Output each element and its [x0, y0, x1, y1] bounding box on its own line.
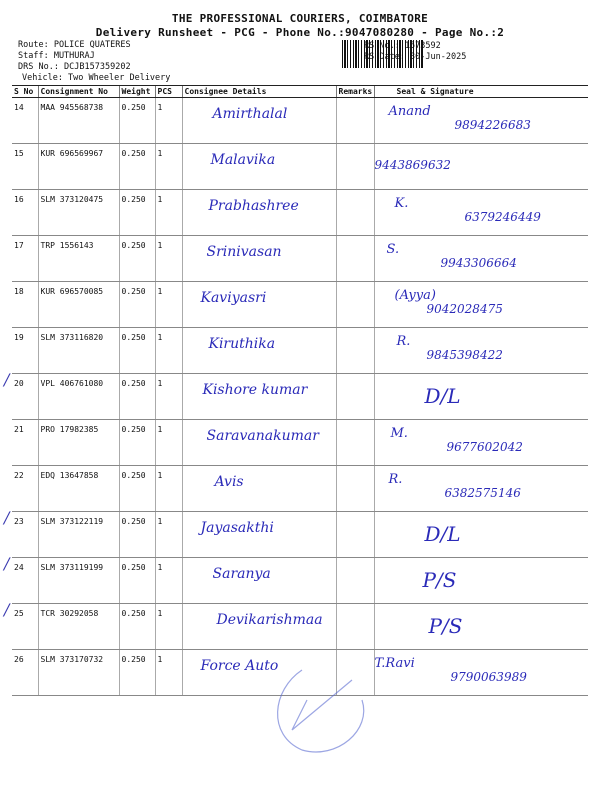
row-weight — [119, 420, 155, 466]
rs-date: RS Date: 30-Jun-2025 — [364, 52, 467, 62]
row-pcs-text: 1 — [157, 195, 163, 204]
table-row — [12, 466, 588, 512]
row-sno-text: 21 — [14, 425, 24, 434]
col-consignee: Consignee Details — [182, 86, 336, 98]
row-sno-text: 22 — [14, 471, 24, 480]
row-sno-text: 20 — [14, 379, 24, 388]
row-weight-text: 0.250 — [121, 333, 146, 342]
consignee-handwriting: Prabhashree — [208, 198, 299, 214]
row-consignment-no — [38, 558, 119, 604]
signature-handwriting: M. — [390, 426, 408, 441]
strike-mark-icon: ∕ — [4, 600, 10, 619]
row-signature — [374, 282, 588, 328]
row-consignee — [182, 604, 336, 650]
row-weight — [119, 144, 155, 190]
consignee-handwriting: Saranya — [212, 566, 271, 582]
row-consignment-no-text: MAA 945568738 — [40, 103, 104, 112]
row-consignment-no-text: KUR 696569967 — [40, 149, 104, 158]
consignee-handwriting: Jayasakthi — [200, 520, 274, 536]
row-consignment-no — [38, 374, 119, 420]
consignee-handwriting: Avis — [214, 474, 244, 490]
row-consignment-no-text: TCR 30292058 — [40, 609, 99, 618]
row-sno — [12, 144, 38, 190]
col-pcs: PCS — [155, 86, 182, 98]
company-title: THE PROFESSIONAL COURIERS, COIMBATORE — [171, 12, 429, 25]
row-remarks — [336, 512, 374, 558]
row-pcs-text: 1 — [157, 241, 163, 250]
row-pcs-text: 1 — [157, 103, 163, 112]
row-consignee — [182, 282, 336, 328]
row-consignee — [182, 374, 336, 420]
row-consignee — [182, 420, 336, 466]
consignee-handwriting: Devikarishmaa — [216, 612, 323, 628]
row-signature — [374, 604, 588, 650]
row-pcs — [155, 236, 182, 282]
row-remarks — [336, 282, 374, 328]
consignee-handwriting: Amirthalal — [212, 106, 288, 122]
row-consignee — [182, 328, 336, 374]
table-row — [12, 236, 588, 282]
row-signature — [374, 144, 588, 190]
table-row — [12, 604, 588, 650]
row-weight-text: 0.250 — [121, 609, 146, 618]
row-signature — [374, 236, 588, 282]
row-consignee — [182, 98, 336, 144]
row-consignment-no-text: SLM 373116820 — [40, 333, 104, 342]
row-sno — [4, 600, 38, 650]
phone-handwriting: 9790063989 — [450, 670, 527, 684]
consignee-handwriting: Kaviyasri — [200, 290, 267, 306]
row-signature — [374, 328, 588, 374]
row-sno — [12, 190, 38, 236]
row-weight — [119, 328, 155, 374]
row-sno-text: 17 — [14, 241, 24, 250]
row-sno-text: 26 — [14, 655, 24, 664]
col-sno: S No — [12, 86, 38, 98]
row-pcs — [155, 374, 182, 420]
row-sno-text: 23 — [14, 517, 24, 526]
row-consignment-no — [38, 420, 119, 466]
row-pcs — [155, 650, 182, 696]
row-consignee — [182, 236, 336, 282]
phone-handwriting: 9443869632 — [374, 158, 451, 172]
row-pcs-text: 1 — [157, 609, 163, 618]
row-pcs-text: 1 — [157, 471, 163, 480]
row-signature — [374, 190, 588, 236]
signature-scribble — [262, 660, 382, 760]
row-weight-text: 0.250 — [121, 471, 146, 480]
row-pcs-text: 1 — [157, 425, 163, 434]
row-signature — [374, 98, 588, 144]
phone-handwriting: 9845398422 — [426, 348, 503, 362]
table-row — [12, 328, 588, 374]
row-signature — [374, 466, 588, 512]
row-weight-text: 0.250 — [121, 195, 146, 204]
col-weight: Weight — [119, 86, 155, 98]
row-weight — [119, 604, 155, 650]
row-remarks — [336, 374, 374, 420]
phone-handwriting: 6379246449 — [464, 210, 541, 224]
runsheet-table — [4, 85, 588, 696]
row-consignment-no — [38, 282, 119, 328]
row-weight — [119, 558, 155, 604]
row-signature — [374, 512, 588, 558]
row-consignment-no — [38, 466, 119, 512]
row-pcs-text: 1 — [157, 517, 163, 526]
row-consignee — [182, 466, 336, 512]
row-sno-text: 14 — [14, 103, 24, 112]
col-consignment: Consignment No — [38, 86, 119, 98]
row-pcs-text: 1 — [157, 655, 163, 664]
row-pcs-text: 1 — [157, 287, 163, 296]
row-sno — [4, 508, 38, 558]
col-remarks: Remarks — [336, 86, 374, 98]
signature-handwriting: R. — [388, 472, 403, 487]
phone-handwriting: 9042028475 — [426, 302, 503, 316]
row-consignment-no-text: SLM 373119199 — [40, 563, 104, 572]
row-consignment-no — [38, 190, 119, 236]
row-remarks — [336, 466, 374, 512]
row-consignment-no-text: EDQ 13647858 — [40, 471, 99, 480]
row-sno-text: 24 — [14, 563, 24, 572]
row-remarks — [336, 236, 374, 282]
table-row — [12, 282, 588, 328]
row-sno — [12, 236, 38, 282]
row-consignment-no — [38, 144, 119, 190]
row-sno — [12, 420, 38, 466]
signature-handwriting: D/L — [424, 522, 461, 546]
row-consignment-no-text: PRO 17982385 — [40, 425, 99, 434]
row-sno — [4, 370, 38, 420]
signature-handwriting: P/S — [428, 614, 463, 638]
row-sno — [12, 466, 38, 512]
row-weight-text: 0.250 — [121, 425, 146, 434]
drs-label: DRS No.: DCJB157359202 — [18, 62, 131, 72]
phone-handwriting: 6382575146 — [444, 486, 521, 500]
row-consignment-no — [38, 650, 119, 696]
table-row — [12, 190, 588, 236]
table-row — [12, 144, 588, 190]
row-weight — [119, 282, 155, 328]
table-row — [12, 558, 588, 604]
phone-handwriting: 9677602042 — [446, 440, 523, 454]
row-pcs — [155, 466, 182, 512]
row-weight-text: 0.250 — [121, 379, 146, 388]
row-consignee — [182, 190, 336, 236]
row-remarks — [336, 558, 374, 604]
row-pcs — [155, 328, 182, 374]
signature-handwriting: Anand — [388, 104, 431, 119]
row-consignment-no-text: SLM 373170732 — [40, 655, 104, 664]
row-weight — [119, 466, 155, 512]
row-pcs — [155, 282, 182, 328]
row-consignment-no-text: KUR 696570085 — [40, 287, 104, 296]
phone-handwriting: 9943306664 — [440, 256, 517, 270]
row-consignee — [182, 558, 336, 604]
row-remarks — [336, 420, 374, 466]
row-weight-text: 0.250 — [121, 517, 146, 526]
row-weight-text: 0.250 — [121, 287, 146, 296]
row-weight-text: 0.250 — [121, 149, 146, 158]
row-weight — [119, 512, 155, 558]
row-pcs-text: 1 — [157, 149, 163, 158]
row-weight — [119, 98, 155, 144]
row-remarks — [336, 604, 374, 650]
row-weight — [119, 650, 155, 696]
rs-number: RS No.: 1573592 — [364, 41, 441, 51]
row-sno — [12, 328, 38, 374]
row-consignment-no — [38, 236, 119, 282]
signature-handwriting: D/L — [424, 384, 461, 408]
row-sno-text: 15 — [14, 149, 24, 158]
row-remarks — [336, 190, 374, 236]
row-sno-text: 18 — [14, 287, 24, 296]
vehicle-label: Vehicle: Two Wheeler Delivery — [22, 73, 171, 83]
runsheet-subtitle: Delivery Runsheet - PCG - Phone No.:9047080280 - Page No.:2 — [95, 26, 505, 39]
table-row — [12, 374, 588, 420]
row-sno-text: 16 — [14, 195, 24, 204]
row-remarks — [336, 144, 374, 190]
table-row — [12, 98, 588, 144]
consignee-handwriting: Kiruthika — [208, 336, 276, 352]
row-pcs — [155, 144, 182, 190]
row-signature — [374, 650, 588, 696]
table-row — [12, 512, 588, 558]
route-label: Route: POLICE QUATERES — [18, 40, 131, 50]
row-pcs-text: 1 — [157, 379, 163, 388]
row-weight — [119, 374, 155, 420]
row-pcs — [155, 98, 182, 144]
row-sno — [4, 554, 38, 604]
staff-label: Staff: MUTHURAJ — [18, 51, 95, 61]
strike-mark-icon: ∕ — [4, 554, 10, 573]
row-remarks — [336, 328, 374, 374]
consignee-handwriting: Srinivasan — [206, 244, 282, 260]
row-consignment-no-text: TRP 1556143 — [40, 241, 94, 250]
row-pcs — [155, 558, 182, 604]
row-signature — [374, 420, 588, 466]
strike-mark-icon: ∕ — [4, 370, 10, 389]
signature-handwriting: P/S — [422, 568, 457, 592]
row-signature — [374, 558, 588, 604]
strike-mark-icon: ∕ — [4, 508, 10, 527]
row-pcs — [155, 420, 182, 466]
row-sno — [12, 650, 38, 696]
row-pcs-text: 1 — [157, 333, 163, 342]
row-weight-text: 0.250 — [121, 241, 146, 250]
consignee-handwriting: Malavika — [210, 152, 276, 168]
row-consignee — [182, 144, 336, 190]
signature-handwriting: T.Ravi — [374, 656, 415, 671]
table-row — [12, 420, 588, 466]
signature-handwriting: R. — [396, 334, 411, 349]
consignee-handwriting: Saravanakumar — [206, 428, 319, 444]
consignee-handwriting: Force Auto — [200, 658, 279, 674]
row-sno-text: 25 — [14, 609, 24, 618]
row-consignment-no-text: VPL 406761080 — [40, 379, 104, 388]
signature-handwriting: (Ayya) — [394, 288, 436, 303]
row-consignment-no-text: SLM 373122119 — [40, 517, 104, 526]
row-sno — [12, 282, 38, 328]
signature-handwriting: K. — [394, 196, 409, 211]
row-pcs — [155, 512, 182, 558]
row-remarks — [336, 98, 374, 144]
row-signature — [374, 374, 588, 420]
row-weight — [119, 190, 155, 236]
consignee-handwriting: Kishore kumar — [202, 382, 308, 398]
row-weight-text: 0.250 — [121, 655, 146, 664]
row-weight — [119, 236, 155, 282]
col-signature: Seal & Signature — [374, 86, 588, 98]
row-consignment-no — [38, 604, 119, 650]
table-header-row — [12, 86, 588, 98]
phone-handwriting: 9894226683 — [454, 118, 531, 132]
row-pcs — [155, 604, 182, 650]
row-sno — [12, 98, 38, 144]
row-consignment-no — [38, 98, 119, 144]
signature-handwriting: S. — [386, 242, 400, 257]
row-pcs-text: 1 — [157, 563, 163, 572]
row-consignment-no — [38, 328, 119, 374]
row-consignment-no-text: SLM 373120475 — [40, 195, 104, 204]
row-weight-text: 0.250 — [121, 563, 146, 572]
row-pcs — [155, 190, 182, 236]
row-consignee — [182, 512, 336, 558]
row-consignment-no — [38, 512, 119, 558]
row-weight-text: 0.250 — [121, 103, 146, 112]
row-sno-text: 19 — [14, 333, 24, 342]
